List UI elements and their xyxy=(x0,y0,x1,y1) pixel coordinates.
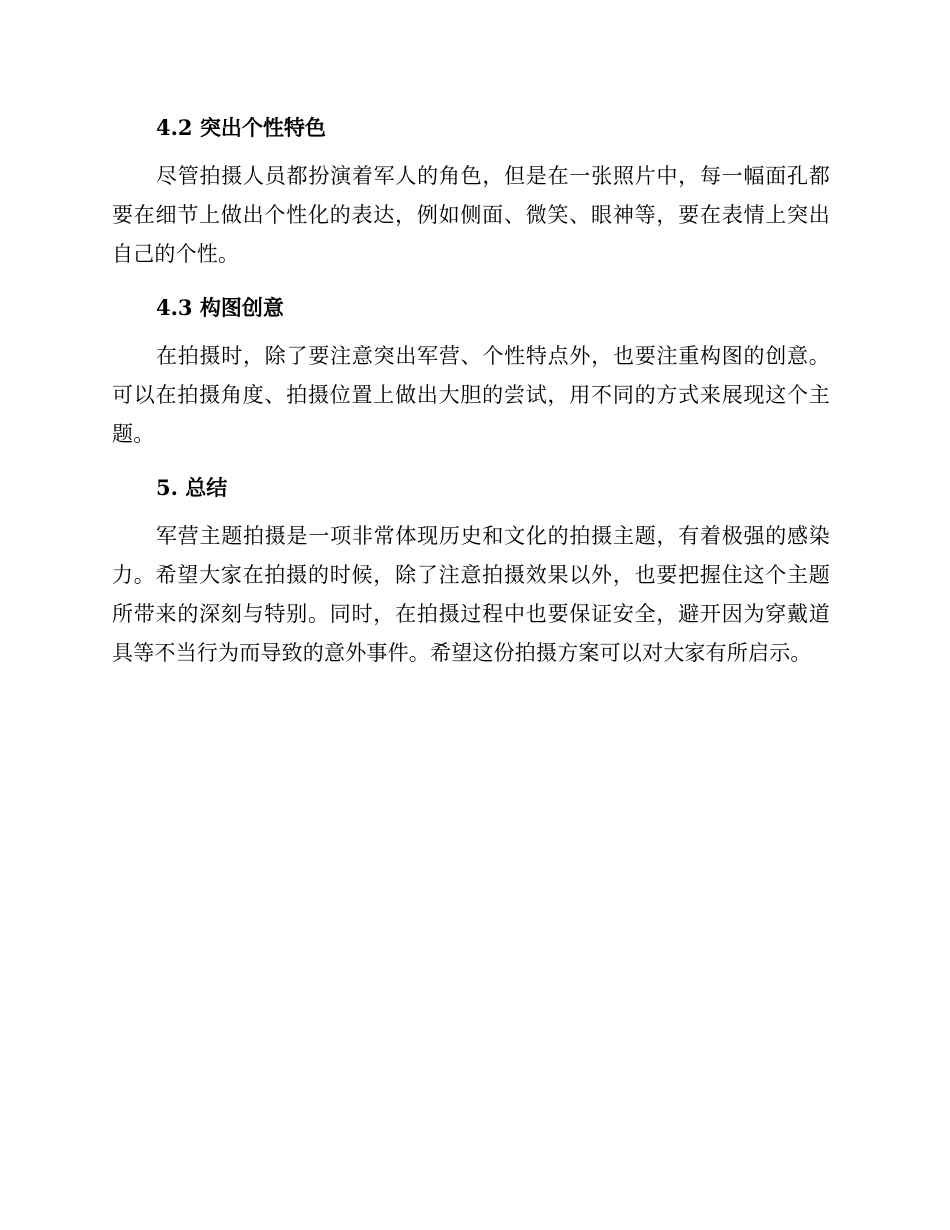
section-paragraph: 尽管拍摄人员都扮演着军人的角色，但是在一张照片中，每一幅面孔都要在细节上做出个性化的表达，例如侧面、微笑、眼神等，要在表情上突出自己的个性。 xyxy=(112,164,830,266)
section-4-3 xyxy=(112,288,830,454)
document-page xyxy=(112,108,830,687)
section-paragraph: 在拍摄时，除了要注意突出军营、个性特点外，也要注重构图的创意。可以在拍摄角度、拍摄位置上做出大胆的尝试，用不同的方式来展现这个主题。 xyxy=(112,344,830,446)
section-paragraph: 军营主题拍摄是一项非常体现历史和文化的拍摄主题，有着极强的感染力。希望大家在拍摄的时候，除了注意拍摄效果以外，也要把握住这个主题所带来的深刻与特别。同时，在拍摄过程中也要保证安全，避开因为穿戴道具等不当行为而导致的意外事件。希望这份拍摄方案可以对大家有所启示。 xyxy=(112,524,830,665)
section-4-2 xyxy=(112,108,830,274)
section-heading: 5. 总结 xyxy=(156,475,228,500)
section-heading: 4.3 构图创意 xyxy=(156,295,284,320)
section-heading: 4.2 突出个性特色 xyxy=(156,115,326,140)
section-5 xyxy=(112,468,830,673)
